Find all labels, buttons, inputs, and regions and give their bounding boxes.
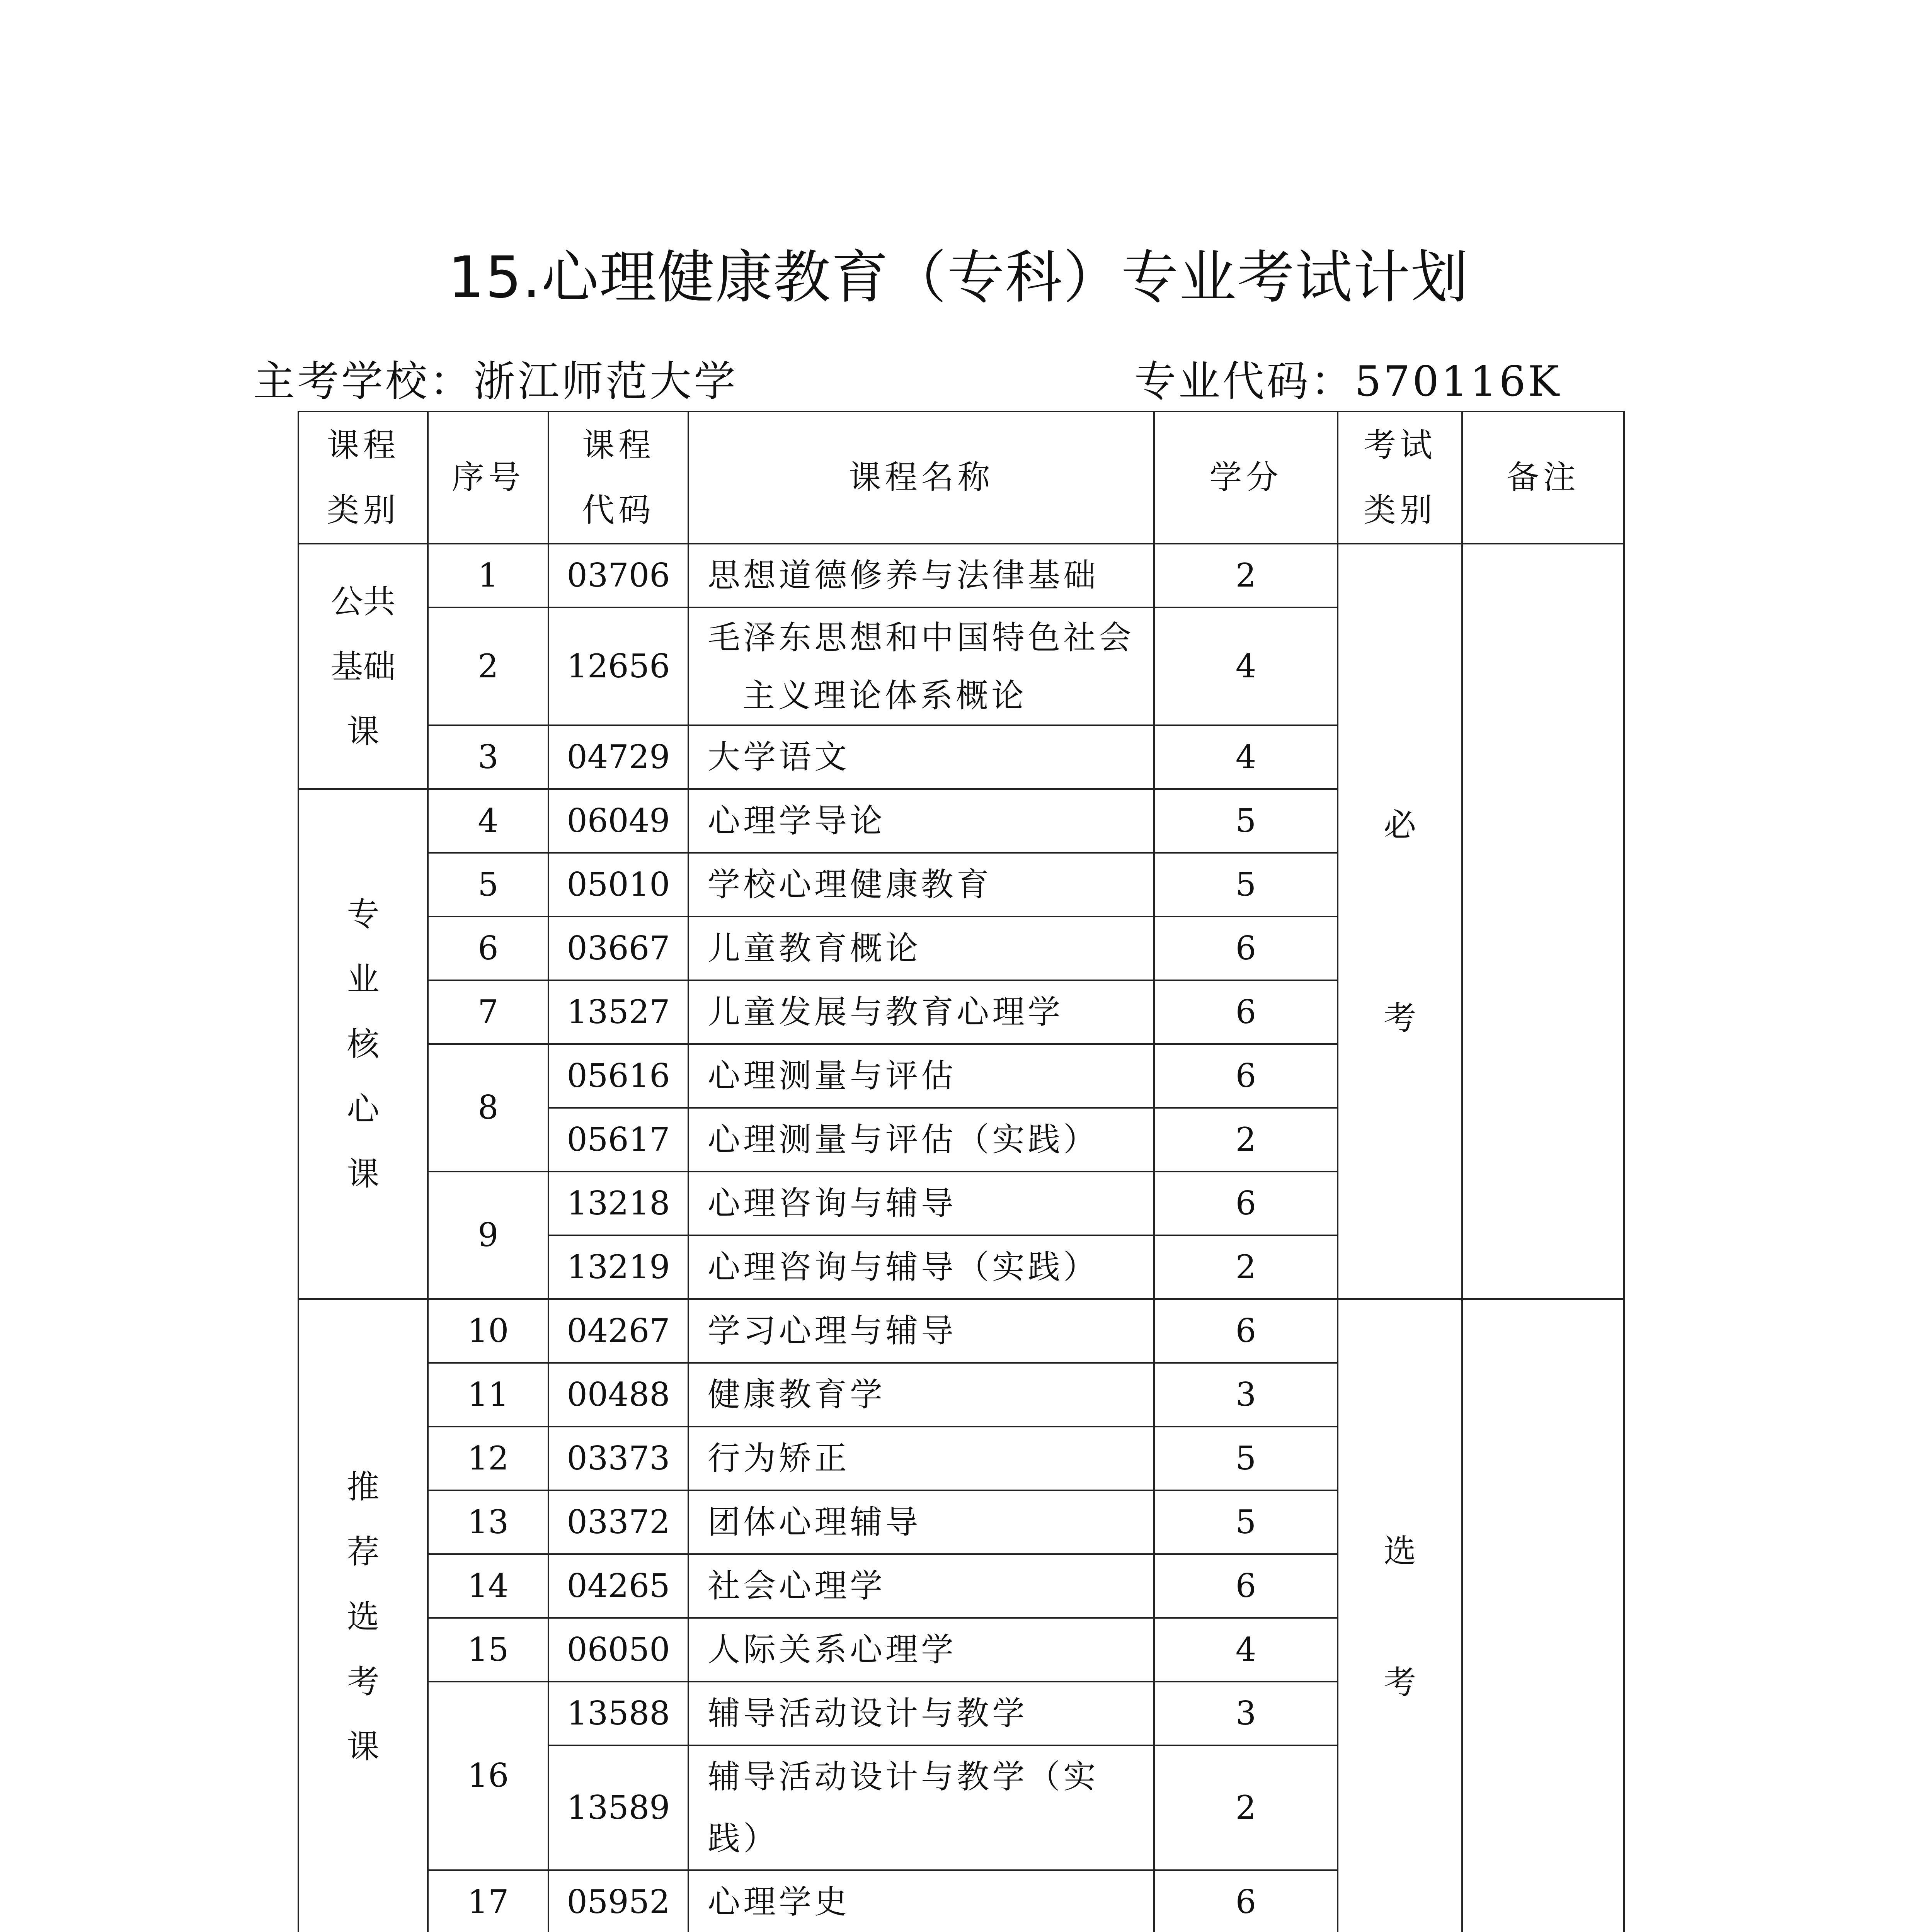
row-seq: 14	[428, 1554, 548, 1618]
row-credit: 6	[1154, 1870, 1338, 1932]
row-code: 03706	[548, 544, 688, 607]
row-seq: 11	[428, 1363, 548, 1427]
header-code: 课程 代码	[548, 412, 688, 544]
row-seq: 15	[428, 1618, 548, 1682]
row-credit: 5	[1154, 853, 1338, 917]
row-name: 学校心理健康教育	[688, 853, 1154, 917]
row-name: 毛泽东思想和中国特色社会 主义理论体系概论	[688, 607, 1154, 725]
row-seq: 6	[428, 917, 548, 980]
row-name: 儿童教育概论	[688, 917, 1154, 980]
row-code: 06050	[548, 1618, 688, 1682]
row-credit: 6	[1154, 1172, 1338, 1235]
row-credit: 5	[1154, 789, 1338, 853]
row-code: 04729	[548, 725, 688, 789]
row-name: 心理咨询与辅导（实践）	[688, 1235, 1154, 1299]
row-name: 辅导活动设计与教学（实践）	[688, 1745, 1154, 1870]
header-category: 课程 类别	[298, 412, 428, 544]
row-name: 社会心理学	[688, 1554, 1154, 1618]
category-core: 专 业 核 心 课	[298, 789, 428, 1299]
row-code: 13218	[548, 1172, 688, 1235]
remark-cell	[1462, 544, 1624, 1299]
row-seq: 13	[428, 1490, 548, 1554]
exam-plan-table	[298, 411, 1625, 1932]
exam-type-required: 必 考	[1338, 544, 1462, 1299]
row-seq: 12	[428, 1427, 548, 1490]
row-credit: 6	[1154, 1299, 1338, 1363]
row-code: 13588	[548, 1682, 688, 1745]
remark-cell	[1462, 1299, 1624, 1932]
category-public: 公共 基础 课	[298, 544, 428, 789]
row-credit: 2	[1154, 1108, 1338, 1172]
row-seq: 17	[428, 1870, 548, 1932]
header-seq: 序号	[428, 412, 548, 544]
row-code: 05616	[548, 1044, 688, 1108]
row-credit: 2	[1154, 1745, 1338, 1870]
header-remark: 备注	[1462, 412, 1624, 544]
row-seq: 2	[428, 607, 548, 725]
row-code: 03372	[548, 1490, 688, 1554]
row-code: 05617	[548, 1108, 688, 1172]
row-seq: 1	[428, 544, 548, 607]
row-name: 健康教育学	[688, 1363, 1154, 1427]
row-credit: 2	[1154, 1235, 1338, 1299]
row-credit: 6	[1154, 1044, 1338, 1108]
row-name: 心理咨询与辅导	[688, 1172, 1154, 1235]
row-seq: 3	[428, 725, 548, 789]
row-code: 13527	[548, 980, 688, 1044]
table-row	[298, 1299, 1624, 1363]
row-credit: 4	[1154, 1618, 1338, 1682]
page-title: 15.心理健康教育（专科）专业考试计划	[448, 244, 1469, 311]
row-credit: 4	[1154, 725, 1338, 789]
row-name: 心理学导论	[688, 789, 1154, 853]
row-credit: 4	[1154, 607, 1338, 725]
major-code-label: 专业代码：570116K	[1134, 357, 1561, 406]
exam-type-elective: 选 考	[1338, 1299, 1462, 1932]
row-seq: 16	[428, 1682, 548, 1870]
row-name: 大学语文	[688, 725, 1154, 789]
row-code: 13589	[548, 1745, 688, 1870]
header-credit: 学分	[1154, 412, 1338, 544]
category-elective: 推 荐 选 考 课	[298, 1299, 428, 1932]
row-name: 心理测量与评估	[688, 1044, 1154, 1108]
row-name: 心理测量与评估（实践）	[688, 1108, 1154, 1172]
row-code: 03373	[548, 1427, 688, 1490]
row-credit: 3	[1154, 1682, 1338, 1745]
row-credit: 6	[1154, 1554, 1338, 1618]
row-credit: 6	[1154, 917, 1338, 980]
row-credit: 6	[1154, 980, 1338, 1044]
row-credit: 5	[1154, 1427, 1338, 1490]
row-code: 06049	[548, 789, 688, 853]
row-code: 00488	[548, 1363, 688, 1427]
row-name: 团体心理辅导	[688, 1490, 1154, 1554]
row-code: 04267	[548, 1299, 688, 1363]
table-header-row	[298, 412, 1624, 544]
row-code: 13219	[548, 1235, 688, 1299]
row-credit: 5	[1154, 1490, 1338, 1554]
row-name: 辅导活动设计与教学	[688, 1682, 1154, 1745]
row-credit: 3	[1154, 1363, 1338, 1427]
row-seq: 9	[428, 1172, 548, 1299]
table-row	[298, 544, 1624, 607]
header-exam-type: 考试 类别	[1338, 412, 1462, 544]
row-seq: 5	[428, 853, 548, 917]
row-seq: 10	[428, 1299, 548, 1363]
row-name: 思想道德修养与法律基础	[688, 544, 1154, 607]
row-name: 学习心理与辅导	[688, 1299, 1154, 1363]
row-seq: 4	[428, 789, 548, 853]
row-code: 12656	[548, 607, 688, 725]
row-code: 04265	[548, 1554, 688, 1618]
row-code: 03667	[548, 917, 688, 980]
row-name: 儿童发展与教育心理学	[688, 980, 1154, 1044]
row-name: 人际关系心理学	[688, 1618, 1154, 1682]
header-name: 课程名称	[688, 412, 1154, 544]
row-code: 05010	[548, 853, 688, 917]
row-seq: 8	[428, 1044, 548, 1172]
row-name: 心理学史	[688, 1870, 1154, 1932]
row-credit: 2	[1154, 544, 1338, 607]
school-label: 主考学校：浙江师范大学	[253, 357, 738, 406]
row-code: 05952	[548, 1870, 688, 1932]
row-name: 行为矫正	[688, 1427, 1154, 1490]
row-seq: 7	[428, 980, 548, 1044]
